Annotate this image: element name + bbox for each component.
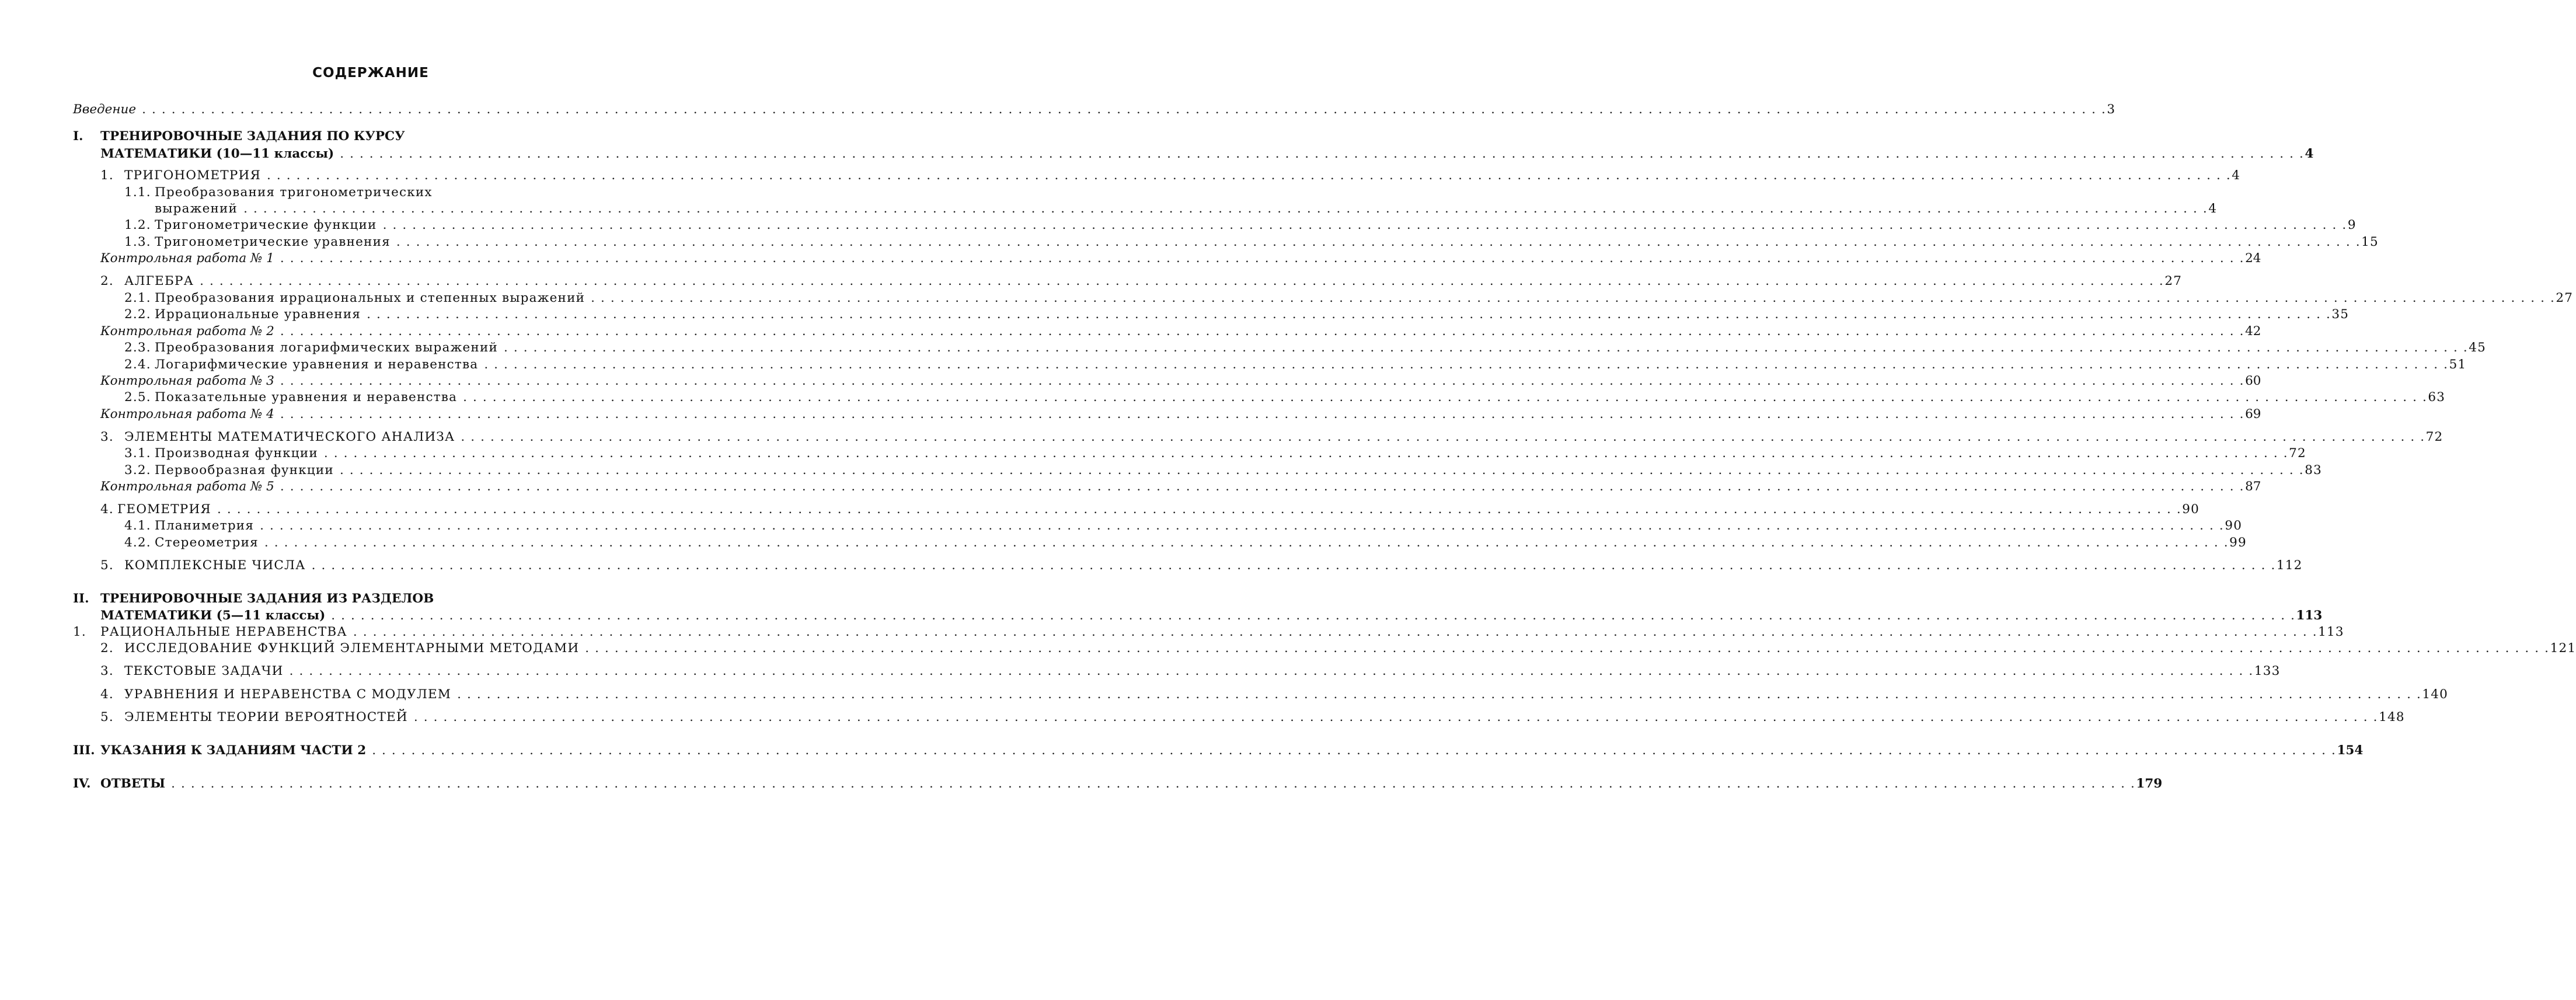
toc-entry-row xyxy=(100,323,2261,340)
toc-page-number: 27 xyxy=(2164,274,2183,288)
toc-entry-label: РАЦИОНАЛЬНЫЕ НЕРАВЕНСТВА xyxy=(100,625,347,639)
toc-line xyxy=(0,200,2218,218)
toc-line xyxy=(0,428,2443,446)
toc-entry-label: МАТЕМАТИКИ (10—11 классы) xyxy=(100,147,334,161)
dot-leader: . . . . . . . . . . . . . . . . . . . . . . . . . . . . . . . . . . . . . . . . . . . . . . . . . . . . . . . . . . . . . . . . . . . . . . . . . . . . . . . . . . . . . . . . . . . . . . . . . . . . . . . . . . . . . . . . . . . . . . . . . . . . . . . . . . . . . . . . . . . . . . . . . . . . . . . . . . . . . . . . . . . . . . . . . . . . . . . . . . . . . . . . . . . . . . . . . . . . . . . . xyxy=(264,535,2229,550)
toc-line xyxy=(0,128,741,145)
toc-entry-label: Контрольная работа № 5 xyxy=(100,479,274,494)
toc-entry-label: ИССЛЕДОВАНИЕ ФУНКЦИЙ ЭЛЕМЕНТАРНЫМИ МЕТОДАМИ xyxy=(124,641,580,656)
toc-page-number: 69 xyxy=(2245,407,2261,421)
dot-leader: . . . . . . . . . . . . . . . . . . . . . . . . . . . . . . . . . . . . . . . . . . . . . . . . . . . . . . . . . . . . . . . . . . . . . . . . . . . . . . . . . . . . . . . . . . . . . . . . . . . . . . . . . . . . . . . . . . . . . . . . . . . . . . . . . . . . . . . . . . . . . . . . . . . . . . . . . . . . . . . . . . . . . . . . . . . . . . . . . . . . . . . . . . . . . . . . . . . . . . . . xyxy=(457,687,2422,702)
toc-entry-label: ТРИГОНОМЕТРИЯ xyxy=(124,168,262,183)
toc-entry-row xyxy=(73,101,2115,119)
toc-entry-row xyxy=(117,501,2200,518)
toc-entry-row xyxy=(100,742,2364,759)
dot-leader: . . . . . . . . . . . . . . . . . . . . . . . . . . . . . . . . . . . . . . . . . . . . . . . . . . . . . . . . . . . . . . . . . . . . . . . . . . . . . . . . . . . . . . . . . . . . . . . . . . . . . . . . . . . . . . . . . . . . . . . . . . . . . . . . . . . . . . . . . . . . . . . . . . . . . . . . . . . . . . . . . . . . . . . . . . . . . . . . . . . . . . . . . . . . . . . . . . . . . . . . xyxy=(353,625,2318,639)
toc-entry-label: ГЕОМЕТРИЯ xyxy=(117,502,211,517)
toc-entry-row xyxy=(155,290,2574,307)
toc-page-number: 154 xyxy=(2337,743,2364,758)
toc-entry-label: Контрольная работа № 1 xyxy=(100,251,274,266)
toc-line xyxy=(0,462,2322,479)
toc-entry-label: УКАЗАНИЯ К ЗАДАНИЯМ ЧАСТИ 2 xyxy=(100,743,367,758)
toc-page-number: 133 xyxy=(2254,664,2281,678)
dot-leader: . . . . . . . . . . . . . . . . . . . . . . . . . . . . . . . . . . . . . . . . . . . . . . . . . . . . . . . . . . . . . . . . . . . . . . . . . . . . . . . . . . . . . . . . . . . . . . . . . . . . . . . . . . . . . . . . . . . . . . . . . . . . . . . . . . . . . . . . . . . . . . . . . . . . . . . . . . . . . . . . . . . . . . . . . . . . . . . . . . . . . . . . . . . . . . . . . . . . . . . . xyxy=(243,201,2208,216)
toc-page-number: 148 xyxy=(2379,710,2405,724)
toc-entry-row xyxy=(155,517,2243,535)
toc-entry-label: Введение xyxy=(73,102,137,117)
dot-leader: . . . . . . . . . . . . . . . . . . . . . . . . . . . . . . . . . . . . . . . . . . . . . . . . . . . . . . . . . . . . . . . . . . . . . . . . . . . . . . . . . . . . . . . . . . . . . . . . . . . . . . . . . . . . . . . . . . . . . . . . . . . . . . . . . . . . . . . . . . . . . . . . . . . . . . . . . . . . . . . . . . . . . . . . . . . . . . . . . . . . . . . . . . . . . . . . . . . . . . . . xyxy=(339,463,2305,478)
toc-page-number: 15 xyxy=(2361,235,2379,249)
toc-entry-label: Контрольная работа № 4 xyxy=(100,407,274,421)
toc-entry-row xyxy=(124,167,2241,184)
toc-entry-number: 4. xyxy=(100,687,114,702)
toc-line xyxy=(0,534,2247,552)
toc-page-number: 140 xyxy=(2422,687,2449,702)
toc-page-number: 83 xyxy=(2305,463,2322,478)
toc-entry-number: 5. xyxy=(100,558,114,573)
toc-page-number: 179 xyxy=(2136,776,2163,791)
toc-entry-row xyxy=(124,663,2281,680)
toc-line xyxy=(0,356,2467,374)
toc-entry-number: 4.2. xyxy=(124,535,151,550)
toc-entry-row xyxy=(155,234,2379,251)
toc-entry-row xyxy=(155,445,2306,462)
toc-entry-label: Контрольная работа № 2 xyxy=(100,324,274,339)
toc-entry-row xyxy=(100,406,2261,423)
toc-entry-label: Первообразная функции xyxy=(155,463,334,478)
toc-entry-number: 3.1. xyxy=(124,446,151,461)
toc-entry-row xyxy=(155,389,2446,406)
toc-entry-row xyxy=(155,356,2467,374)
toc-line xyxy=(0,145,2314,163)
toc-line xyxy=(0,775,2163,793)
toc-page-number: 4 xyxy=(2208,201,2218,216)
toc-entry-number: 3.2. xyxy=(124,463,151,478)
toc-entry-label: Тригонометрические функции xyxy=(155,218,377,232)
dot-leader: . . . . . . . . . . . . . . . . . . . . . . . . . . . . . . . . . . . . . . . . . . . . . . . . . . . . . . . . . . . . . . . . . . . . . . . . . . . . . . . . . . . . . . . . . . . . . . . . . . . . . . . . . . . . . . . . . . . . . . . . . . . . . . . . . . . . . . . . . . . . . . . . . . . . . . . . . . . . . . . . . . . . . . . . . . . . . . . . . . . . . . . . . . . . . . . . . . . . . . . . xyxy=(367,307,2331,322)
dot-leader: . . . . . . . . . . . . . . . . . . . . . . . . . . . . . . . . . . . . . . . . . . . . . . . . . . . . . . . . . . . . . . . . . . . . . . . . . . . . . . . . . . . . . . . . . . . . . . . . . . . . . . . . . . . . . . . . . . . . . . . . . . . . . . . . . . . . . . . . . . . . . . . . . . . . . . . . . . . . . . . . . . . . . . . . . . . . . . . . . . . . . . . . . . . . . . . . . . . . . . . . xyxy=(461,430,2425,444)
toc-entry-row xyxy=(100,478,2261,496)
dot-leader: . . . . . . . . . . . . . . . . . . . . . . . . . . . . . . . . . . . . . . . . . . . . . . . . . . . . . . . . . . . . . . . . . . . . . . . . . . . . . . . . . . . . . . . . . . . . . . . . . . . . . . . . . . . . . . . . . . . . . . . . . . . . . . . . . . . . . . . . . . . . . . . . . . . . . . . . . . . . . . . . . . . . . . . . . . . . . . . . . . . . . . . . . . . . . . . . . . . . . . . . xyxy=(504,340,2469,355)
toc-entry-number: 3. xyxy=(100,664,114,678)
toc-entry-label: ЭЛЕМЕНТЫ ТЕОРИИ ВЕРОЯТНОСТЕЙ xyxy=(124,710,408,724)
toc-line xyxy=(0,217,2357,234)
toc-page-number: 3 xyxy=(2107,102,2115,117)
toc-line xyxy=(0,101,2115,119)
dot-leader: . . . . . . . . . . . . . . . . . . . . . . . . . . . . . . . . . . . . . . . . . . . . . . . . . . . . . . . . . . . . . . . . . . . . . . . . . . . . . . . . . . . . . . . . . . . . . . . . . . . . . . . . . . . . . . . . . . . . . . . . . . . . . . . . . . . . . . . . . . . . . . . . . . . . . . . . . . . . . . . . . . . . . . . . . . . . . . . . . . . . . . . . . . . . . . . . . . . . . . . . xyxy=(280,251,2245,266)
dot-leader: . . . . . . . . . . . . . . . . . . . . . . . . . . . . . . . . . . . . . . . . . . . . . . . . . . . . . . . . . . . . . . . . . . . . . . . . . . . . . . . . . . . . . . . . . . . . . . . . . . . . . . . . . . . . . . . . . . . . . . . . . . . . . . . . . . . . . . . . . . . . . . . . . . . . . . . . . . . . . . . . . . . . . . . . . . . . . . . . . . . . . . . . . . . . . . . . . . . . . . . . xyxy=(340,147,2305,161)
toc-page-number: 42 xyxy=(2245,324,2261,339)
dot-leader: . . . . . . . . . . . . . . . . . . . . . . . . . . . . . . . . . . . . . . . . . . . . . . . . . . . . . . . . . . . . . . . . . . . . . . . . . . . . . . . . . . . . . . . . . . . . . . . . . . . . . . . . . . . . . . . . . . . . . . . . . . . . . . . . . . . . . . . . . . . . . . . . . . . . . . . . . . . . . . . . . . . . . . . . . . . . . . . . . . . . . . . . . . . . . . . . . . . . . . . . xyxy=(267,168,2232,183)
toc-line xyxy=(0,501,2200,518)
toc-line xyxy=(0,306,2350,323)
toc-entry-number: 1.1. xyxy=(124,185,151,200)
toc-page-number: 60 xyxy=(2245,374,2261,388)
toc-line xyxy=(0,742,2364,759)
dot-leader: . . . . . . . . . . . . . . . . . . . . . . . . . . . . . . . . . . . . . . . . . . . . . . . . . . . . . . . . . . . . . . . . . . . . . . . . . . . . . . . . . . . . . . . . . . . . . . . . . . . . . . . . . . . . . . . . . . . . . . . . . . . . . . . . . . . . . . . . . . . . . . . . . . . . . . . . . . . . . . . . . . . . . . . . . . . . . . . . . . . . . . . . . . . . . . . . . . . . . . . . xyxy=(331,608,2296,623)
toc-entry-number: I. xyxy=(73,129,83,144)
toc-page-number: 27 xyxy=(2556,291,2574,305)
toc-entry-row xyxy=(155,462,2322,479)
toc-entry-number: 5. xyxy=(100,710,114,724)
toc-line xyxy=(0,250,2261,267)
toc-entry-number: IV. xyxy=(73,776,91,791)
page-title: СОДЕРЖАНИЕ xyxy=(312,65,429,81)
toc-page-number: 90 xyxy=(2182,502,2200,517)
toc-line xyxy=(0,607,2323,625)
toc-page-number: 45 xyxy=(2469,340,2487,355)
toc-entry-label: Тригонометрические уравнения xyxy=(155,235,391,249)
toc-entry-label: МАТЕМАТИКИ (5—11 классы) xyxy=(100,608,326,623)
toc-entry-row xyxy=(155,534,2247,552)
toc-entry-label: Контрольная работа № 3 xyxy=(100,374,274,388)
dot-leader: . . . . . . . . . . . . . . . . . . . . . . . . . . . . . . . . . . . . . . . . . . . . . . . . . . . . . . . . . . . . . . . . . . . . . . . . . . . . . . . . . . . . . . . . . . . . . . . . . . . . . . . . . . . . . . . . . . . . . . . . . . . . . . . . . . . . . . . . . . . . . . . . . . . . . . . . . . . . . . . . . . . . . . . . . . . . . . . . . . . . . . . . . . . . . . . . . . . . . . . . xyxy=(372,743,2337,758)
toc-entry-number: 4. xyxy=(100,502,114,517)
dot-leader: . . . . . . . . . . . . . . . . . . . . . . . . . . . . . . . . . . . . . . . . . . . . . . . . . . . . . . . . . . . . . . . . . . . . . . . . . . . . . . . . . . . . . . . . . . . . . . . . . . . . . . . . . . . . . . . . . . . . . . . . . . . . . . . . . . . . . . . . . . . . . . . . . . . . . . . . . . . . . . . . . . . . . . . . . . . . . . . . . . . . . . . . . . . . . . . . . . . . . . . . xyxy=(463,390,2428,405)
toc-page-number: 63 xyxy=(2428,390,2446,405)
toc-entry-label: ЭЛЕМЕНТЫ МАТЕМАТИЧЕСКОГО АНАЛИЗА xyxy=(124,430,455,444)
toc-entry-row xyxy=(124,709,2405,726)
toc-entry-row xyxy=(100,775,2163,793)
toc-entry-label: КОМПЛЕКСНЫЕ ЧИСЛА xyxy=(124,558,306,573)
dot-leader: . . . . . . . . . . . . . . . . . . . . . . . . . . . . . . . . . . . . . . . . . . . . . . . . . . . . . . . . . . . . . . . . . . . . . . . . . . . . . . . . . . . . . . . . . . . . . . . . . . . . . . . . . . . . . . . . . . . . . . . . . . . . . . . . . . . . . . . . . . . . . . . . . . . . . . . . . . . . . . . . . . . . . . . . . . . . . . . . . . . . . . . . . . . . . . . . . . . . . . . . xyxy=(382,218,2347,232)
toc-entry-label: ТРЕНИРОВОЧНЫЕ ЗАДАНИЯ ИЗ РАЗДЕЛОВ xyxy=(100,591,434,606)
toc-line xyxy=(0,663,2281,680)
toc-entry-row xyxy=(155,217,2357,234)
toc-page-number: 87 xyxy=(2245,479,2261,494)
toc-entry-label: ОТВЕТЫ xyxy=(100,776,166,791)
dot-leader: . . . . . . . . . . . . . . . . . . . . . . . . . . . . . . . . . . . . . . . . . . . . . . . . . . . . . . . . . . . . . . . . . . . . . . . . . . . . . . . . . . . . . . . . . . . . . . . . . . . . . . . . . . . . . . . . . . . . . . . . . . . . . . . . . . . . . . . . . . . . . . . . . . . . . . . . . . . . . . . . . . . . . . . . . . . . . . . . . . . . . . . . . . . . . . . . . . . . . . . . xyxy=(484,357,2449,372)
toc-entry-label: выражений xyxy=(155,201,238,216)
dot-leader: . . . . . . . . . . . . . . . . . . . . . . . . . . . . . . . . . . . . . . . . . . . . . . . . . . . . . . . . . . . . . . . . . . . . . . . . . . . . . . . . . . . . . . . . . . . . . . . . . . . . . . . . . . . . . . . . . . . . . . . . . . . . . . . . . . . . . . . . . . . . . . . . . . . . . . . . . . . . . . . . . . . . . . . . . . . . . . . . . . . . . . . . . . . . . . . . . . . . . . . . xyxy=(171,776,2136,791)
toc-line xyxy=(0,623,2344,641)
toc-entry-number: 1.3. xyxy=(124,235,151,249)
toc-line xyxy=(0,709,2405,726)
toc-line xyxy=(0,686,2449,703)
toc-entry-label: ТЕКСТОВЫЕ ЗАДАЧИ xyxy=(124,664,284,678)
dot-leader: . . . . . . . . . . . . . . . . . . . . . . . . . . . . . . . . . . . . . . . . . . . . . . . . . . . . . . . . . . . . . . . . . . . . . . . . . . . . . . . . . . . . . . . . . . . . . . . . . . . . . . . . . . . . . . . . . . . . . . . . . . . . . . . . . . . . . . . . . . . . . . . . . . . . . . . . . . . . . . . . . . . . . . . . . . . . . . . . . . . . . . . . . . . . . . . . . . . . . . . . xyxy=(289,664,2254,678)
toc-page-number: 35 xyxy=(2331,307,2350,322)
dot-leader: . . . . . . . . . . . . . . . . . . . . . . . . . . . . . . . . . . . . . . . . . . . . . . . . . . . . . . . . . . . . . . . . . . . . . . . . . . . . . . . . . . . . . . . . . . . . . . . . . . . . . . . . . . . . . . . . . . . . . . . . . . . . . . . . . . . . . . . . . . . . . . . . . . . . . . . . . . . . . . . . . . . . . . . . . . . . . . . . . . . . . . . . . . . . . . . . . . . . . . . . xyxy=(280,324,2245,339)
toc-entry-label: ТРЕНИРОВОЧНЫЕ ЗАДАНИЯ ПО КУРСУ xyxy=(100,129,405,144)
toc-entry-number: 3. xyxy=(100,430,114,444)
toc-entry-row xyxy=(155,306,2350,323)
toc-page-number: 121 xyxy=(2550,641,2576,656)
toc-page-number: 72 xyxy=(2289,446,2306,461)
toc-entry-number: 2. xyxy=(100,274,114,288)
toc-line xyxy=(0,557,2303,574)
toc-entry-number: 2.3. xyxy=(124,340,151,355)
toc-line xyxy=(0,640,2576,657)
toc-page-number: 99 xyxy=(2229,535,2247,550)
toc-entry-row xyxy=(124,557,2303,574)
toc-page-number: 113 xyxy=(2318,625,2344,639)
toc-entry-label: УРАВНЕНИЯ И НЕРАВЕНСТВА С МОДУЛЕМ xyxy=(124,687,452,702)
toc-entry-number: 2.2. xyxy=(124,307,151,322)
toc-entry-label: АЛГЕБРА xyxy=(124,274,194,288)
toc-entry-label: Показательные уравнения и неравенства xyxy=(155,390,458,405)
dot-leader: . . . . . . . . . . . . . . . . . . . . . . . . . . . . . . . . . . . . . . . . . . . . . . . . . . . . . . . . . . . . . . . . . . . . . . . . . . . . . . . . . . . . . . . . . . . . . . . . . . . . . . . . . . . . . . . . . . . . . . . . . . . . . . . . . . . . . . . . . . . . . . . . . . . . . . . . . . . . . . . . . . . . . . . . . . . . . . . . . . . . . . . . . . . . . . . . . . . . . . . . xyxy=(311,558,2276,573)
toc-page-number: 24 xyxy=(2245,251,2261,266)
toc-entry-label: Преобразования тригонометрических xyxy=(155,185,433,200)
toc-entry-row xyxy=(100,607,2323,625)
toc-line xyxy=(0,517,2243,535)
toc-entry-row xyxy=(124,273,2183,290)
dot-leader: . . . . . . . . . . . . . . . . . . . . . . . . . . . . . . . . . . . . . . . . . . . . . . . . . . . . . . . . . . . . . . . . . . . . . . . . . . . . . . . . . . . . . . . . . . . . . . . . . . . . . . . . . . . . . . . . . . . . . . . . . . . . . . . . . . . . . . . . . . . . . . . . . . . . . . . . . . . . . . . . . . . . . . . . . . . . . . . . . . . . . . . . . . . . . . . . . . . . . . . . xyxy=(585,641,2550,656)
dot-leader: . . . . . . . . . . . . . . . . . . . . . . . . . . . . . . . . . . . . . . . . . . . . . . . . . . . . . . . . . . . . . . . . . . . . . . . . . . . . . . . . . . . . . . . . . . . . . . . . . . . . . . . . . . . . . . . . . . . . . . . . . . . . . . . . . . . . . . . . . . . . . . . . . . . . . . . . . . . . . . . . . . . . . . . . . . . . . . . . . . . . . . . . . . . . . . . . . . . . . . . . xyxy=(280,479,2245,494)
toc-line xyxy=(0,478,2261,496)
toc-page-number: 4 xyxy=(2305,147,2314,161)
toc-entry-row xyxy=(100,623,2344,641)
toc-page-number: 90 xyxy=(2225,518,2243,533)
toc-line xyxy=(0,290,2574,307)
dot-leader: . . . . . . . . . . . . . . . . . . . . . . . . . . . . . . . . . . . . . . . . . . . . . . . . . . . . . . . . . . . . . . . . . . . . . . . . . . . . . . . . . . . . . . . . . . . . . . . . . . . . . . . . . . . . . . . . . . . . . . . . . . . . . . . . . . . . . . . . . . . . . . . . . . . . . . . . . . . . . . . . . . . . . . . . . . . . . . . . . . . . . . . . . . . . . . . . . . . . . . . . xyxy=(200,274,2164,288)
toc-entry-row xyxy=(155,200,2218,218)
toc-line xyxy=(0,590,741,608)
toc-line xyxy=(0,323,2261,340)
toc-entry-label: Планиметрия xyxy=(155,518,255,533)
toc-line xyxy=(0,234,2379,251)
toc-page-number: 9 xyxy=(2347,218,2357,232)
toc-page-number: 113 xyxy=(2296,608,2323,623)
toc-entry-row xyxy=(100,145,2314,163)
toc-entry-label: Логарифмические уравнения и неравенства xyxy=(155,357,479,372)
toc-entry-row xyxy=(155,339,2487,357)
dot-leader: . . . . . . . . . . . . . . . . . . . . . . . . . . . . . . . . . . . . . . . . . . . . . . . . . . . . . . . . . . . . . . . . . . . . . . . . . . . . . . . . . . . . . . . . . . . . . . . . . . . . . . . . . . . . . . . . . . . . . . . . . . . . . . . . . . . . . . . . . . . . . . . . . . . . . . . . . . . . . . . . . . . . . . . . . . . . . . . . . . . . . . . . . . . . . . . . . . . . . . . . xyxy=(591,291,2556,305)
toc-entry-row xyxy=(100,372,2261,390)
dot-leader: . . . . . . . . . . . . . . . . . . . . . . . . . . . . . . . . . . . . . . . . . . . . . . . . . . . . . . . . . . . . . . . . . . . . . . . . . . . . . . . . . . . . . . . . . . . . . . . . . . . . . . . . . . . . . . . . . . . . . . . . . . . . . . . . . . . . . . . . . . . . . . . . . . . . . . . . . . . . . . . . . . . . . . . . . . . . . . . . . . . . . . . . . . . . . . . . . . . . . . . . xyxy=(280,407,2245,421)
toc-page-number: 4 xyxy=(2232,168,2241,183)
toc-entry-row xyxy=(124,428,2443,446)
dot-leader: . . . . . . . . . . . . . . . . . . . . . . . . . . . . . . . . . . . . . . . . . . . . . . . . . . . . . . . . . . . . . . . . . . . . . . . . . . . . . . . . . . . . . . . . . . . . . . . . . . . . . . . . . . . . . . . . . . . . . . . . . . . . . . . . . . . . . . . . . . . . . . . . . . . . . . . . . . . . . . . . . . . . . . . . . . . . . . . . . . . . . . . . . . . . . . . . . . . . . . . . xyxy=(142,102,2107,117)
toc-entry-number: 1.2. xyxy=(124,218,151,232)
dot-leader: . . . . . . . . . . . . . . . . . . . . . . . . . . . . . . . . . . . . . . . . . . . . . . . . . . . . . . . . . . . . . . . . . . . . . . . . . . . . . . . . . . . . . . . . . . . . . . . . . . . . . . . . . . . . . . . . . . . . . . . . . . . . . . . . . . . . . . . . . . . . . . . . . . . . . . . . . . . . . . . . . . . . . . . . . . . . . . . . . . . . . . . . . . . . . . . . . . . . . . . . xyxy=(396,235,2361,249)
toc-entry-number: 2.4. xyxy=(124,357,151,372)
dot-leader: . . . . . . . . . . . . . . . . . . . . . . . . . . . . . . . . . . . . . . . . . . . . . . . . . . . . . . . . . . . . . . . . . . . . . . . . . . . . . . . . . . . . . . . . . . . . . . . . . . . . . . . . . . . . . . . . . . . . . . . . . . . . . . . . . . . . . . . . . . . . . . . . . . . . . . . . . . . . . . . . . . . . . . . . . . . . . . . . . . . . . . . . . . . . . . . . . . . . . . . . xyxy=(323,446,2289,461)
toc-entry-number: 2. xyxy=(100,641,114,656)
toc-entry-number: III. xyxy=(73,743,95,758)
dot-leader: . . . . . . . . . . . . . . . . . . . . . . . . . . . . . . . . . . . . . . . . . . . . . . . . . . . . . . . . . . . . . . . . . . . . . . . . . . . . . . . . . . . . . . . . . . . . . . . . . . . . . . . . . . . . . . . . . . . . . . . . . . . . . . . . . . . . . . . . . . . . . . . . . . . . . . . . . . . . . . . . . . . . . . . . . . . . . . . . . . . . . . . . . . . . . . . . . . . . . . . . xyxy=(413,710,2379,724)
toc-entry-number: 2.1. xyxy=(124,291,151,305)
toc-entry-label: Стереометрия xyxy=(155,535,259,550)
toc-entry-row xyxy=(124,640,2576,657)
toc-entry-label: Иррациональные уравнения xyxy=(155,307,361,322)
toc-entry-label: Преобразования иррациональных и степенных выражений xyxy=(155,291,585,305)
toc-entry-number: II. xyxy=(73,591,89,606)
toc-entry-number: 1. xyxy=(73,625,86,639)
toc-entry-label: Преобразования логарифмических выражений xyxy=(155,340,499,355)
toc-entry-row xyxy=(124,686,2449,703)
toc-page-number: 112 xyxy=(2276,558,2303,573)
toc-line xyxy=(0,445,2306,462)
toc-entry-label: Производная функции xyxy=(155,446,318,461)
toc-page-number: 72 xyxy=(2425,430,2443,444)
dot-leader: . . . . . . . . . . . . . . . . . . . . . . . . . . . . . . . . . . . . . . . . . . . . . . . . . . . . . . . . . . . . . . . . . . . . . . . . . . . . . . . . . . . . . . . . . . . . . . . . . . . . . . . . . . . . . . . . . . . . . . . . . . . . . . . . . . . . . . . . . . . . . . . . . . . . . . . . . . . . . . . . . . . . . . . . . . . . . . . . . . . . . . . . . . . . . . . . . . . . . . . . xyxy=(280,374,2245,388)
toc-entry-number: 4.1. xyxy=(124,518,151,533)
toc-line xyxy=(0,184,741,201)
toc-entry-number: 1. xyxy=(100,168,114,183)
toc-line xyxy=(0,372,2261,390)
dot-leader: . . . . . . . . . . . . . . . . . . . . . . . . . . . . . . . . . . . . . . . . . . . . . . . . . . . . . . . . . . . . . . . . . . . . . . . . . . . . . . . . . . . . . . . . . . . . . . . . . . . . . . . . . . . . . . . . . . . . . . . . . . . . . . . . . . . . . . . . . . . . . . . . . . . . . . . . . . . . . . . . . . . . . . . . . . . . . . . . . . . . . . . . . . . . . . . . . . . . . . . . xyxy=(260,518,2225,533)
toc-page-number: 51 xyxy=(2449,357,2467,372)
toc-line xyxy=(0,406,2261,423)
toc-entry-number: 2.5. xyxy=(124,390,151,405)
toc-line xyxy=(0,273,2183,290)
dot-leader: . . . . . . . . . . . . . . . . . . . . . . . . . . . . . . . . . . . . . . . . . . . . . . . . . . . . . . . . . . . . . . . . . . . . . . . . . . . . . . . . . . . . . . . . . . . . . . . . . . . . . . . . . . . . . . . . . . . . . . . . . . . . . . . . . . . . . . . . . . . . . . . . . . . . . . . . . . . . . . . . . . . . . . . . . . . . . . . . . . . . . . . . . . . . . . . . . . . . . . . . xyxy=(217,502,2182,517)
toc-entry-row xyxy=(100,250,2261,267)
toc-line xyxy=(0,167,2241,184)
toc-line xyxy=(0,339,2487,357)
toc-line xyxy=(0,389,2446,406)
